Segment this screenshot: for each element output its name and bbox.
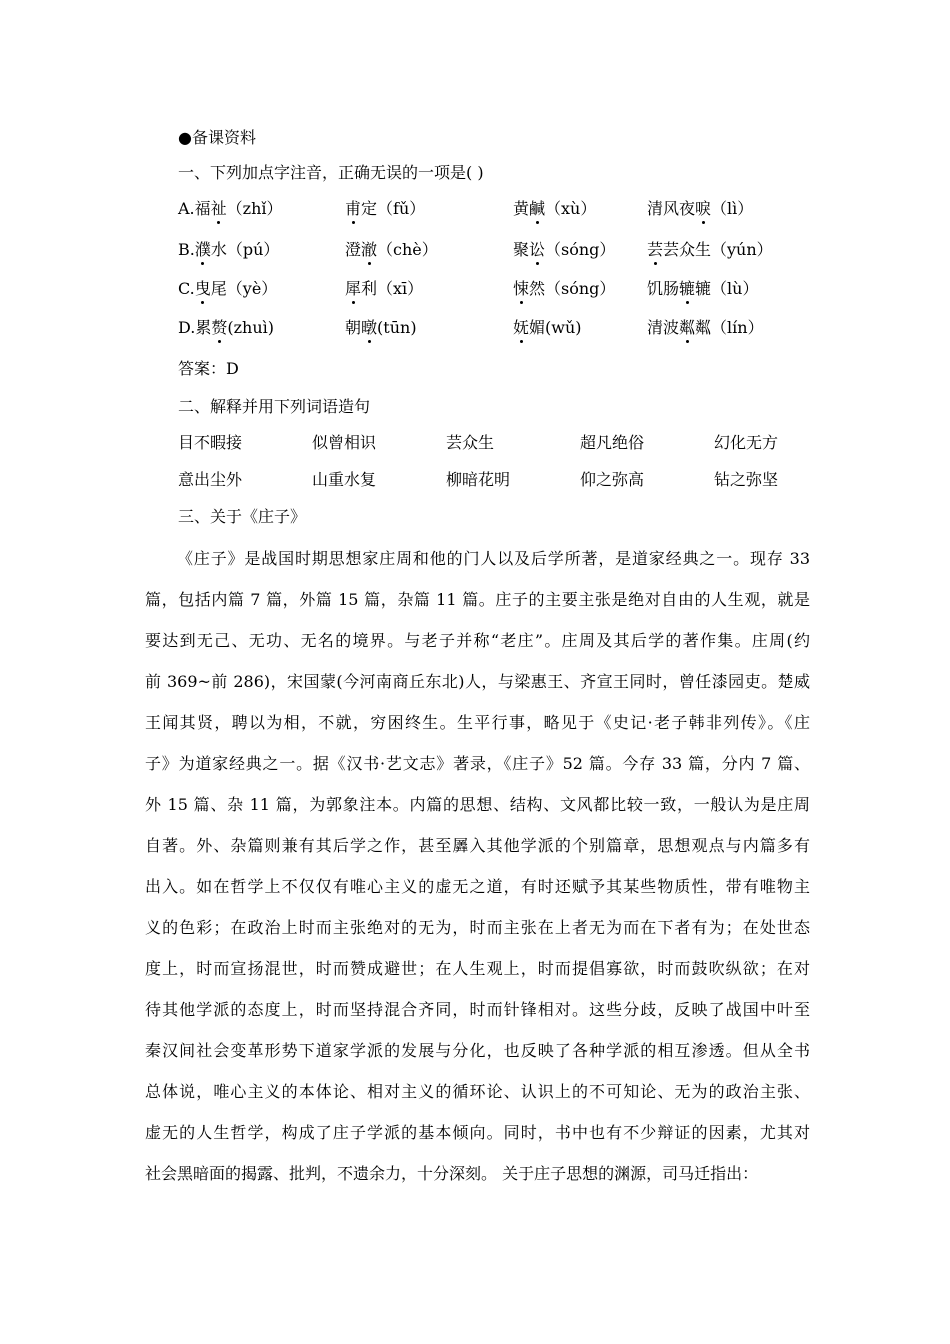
paragraph-line: 要达到无己、无功、无名的境界。与老子并称“老庄”。庄周及其后学的著作集。庄周(约 (145, 631, 810, 650)
option-text: 芸众生（yún） (663, 240, 773, 259)
zhuangzi-paragraph (145, 538, 810, 1194)
dotted-character: 妩 (513, 318, 530, 337)
option-text: （zhǐ） (226, 199, 283, 218)
paragraph-line: 《庄子》是战国时期思想家庄周和他的门人以及后学所著，是道家经典之一。现存 33 (177, 549, 810, 568)
option-item (513, 279, 615, 299)
paragraph-line: 外 15 篇、杂 11 篇，为郭象注本。内篇的思想、结构、文风都比较一致，一般认为是庄周 (145, 795, 810, 814)
option-item (345, 318, 417, 338)
option-item (513, 318, 582, 338)
option-item (178, 199, 283, 219)
option-item (345, 240, 438, 260)
dotted-character: 曳 (194, 279, 211, 298)
option-item (647, 199, 753, 219)
option-item (178, 318, 274, 338)
paragraph-line: 度上，时而宣扬混世，时而赞成避世；在人生观上，时而提倡寡欲，时而鼓吹纵欲；在对 (145, 959, 810, 978)
option-text: 尾（yè） (210, 279, 278, 298)
vocabulary-word: 柳暗花明 (446, 470, 511, 489)
option-text: 朝 (345, 318, 362, 337)
vocabulary-word: 目不暇接 (178, 433, 243, 452)
option-item (513, 240, 615, 260)
vocabulary-word: 钻之弥坚 (714, 470, 779, 489)
dotted-character: 暾 (361, 318, 378, 337)
vocabulary-word: 芸众生 (446, 433, 495, 452)
option-text: 定（fǔ） (361, 199, 426, 218)
option-item (647, 318, 764, 338)
option-item (647, 240, 773, 260)
option-label: A. (178, 199, 195, 218)
option-text: 辘（lù） (695, 279, 759, 298)
option-item (345, 199, 425, 219)
dotted-character: 唳 (695, 199, 712, 218)
dotted-character: 澈 (361, 240, 378, 259)
paragraph-line: 秦汉间社会变革形势下道家学派的发展与分化，也反映了各种学派的相互渗透。但从全书 (145, 1041, 810, 1060)
paragraph-line: 王闻其贤，聘以为相，不就，穷困终生。生平行事，略见于《史记·老子韩非列传》。《庄 (145, 713, 810, 732)
option-text: （xù） (545, 199, 597, 218)
paragraph-line: 出入。如在哲学上不仅仅有唯心主义的虚无之道，有时还赋予其某些物质性，带有唯物主 (145, 877, 810, 896)
dotted-character: 讼 (529, 240, 546, 259)
dotted-character: 濮 (194, 240, 211, 259)
option-text: 清风夜 (647, 199, 696, 218)
paragraph-line: 总体说，唯心主义的本体论、相对主义的循环论、认识上的不可知论、无为的政治主张、 (145, 1082, 810, 1101)
option-label: C. (178, 279, 195, 298)
option-item (647, 279, 758, 299)
question-2-title: 二、解释并用下列词语造句 (178, 397, 371, 416)
option-text: 然（sóng） (529, 279, 616, 298)
paragraph-line: 虚无的人生哲学，构成了庄子学派的基本倾向。同时，书中也有不少辩证的因素，尤其对 (145, 1123, 810, 1142)
option-text: （chè） (377, 240, 438, 259)
dotted-character: 赘 (211, 318, 228, 337)
paragraph-line: 待其他学派的态度上，时而坚持混合齐同，时而针锋相对。这些分歧，反映了战国中叶至 (145, 1000, 810, 1019)
question-3-title: 三、关于《庄子》 (178, 507, 307, 526)
option-item (178, 240, 279, 260)
dotted-character: 芸 (647, 240, 664, 259)
vocabulary-word: 似曾相识 (312, 433, 377, 452)
option-text: (tūn) (377, 318, 417, 337)
option-text: 水（pú） (210, 240, 280, 259)
paragraph-line: 篇，包括内篇 7 篇，外篇 15 篇，杂篇 11 篇。庄子的主要主张是绝对自由的人生观，就是 (145, 590, 810, 609)
section-header: ●备课资料 (178, 128, 256, 147)
option-item (345, 279, 423, 299)
vocabulary-word: 幻化无方 (714, 433, 779, 452)
option-label: B. (178, 240, 195, 259)
paragraph-line: 自著。外、杂篇则兼有其后学之作，甚至羼入其他学派的个别篇章，思想观点与内篇多有 (145, 836, 810, 855)
answer-text: 答案：D (178, 359, 239, 378)
option-text: 累 (195, 318, 212, 337)
option-label: D. (178, 318, 196, 337)
vocabulary-word: 超凡绝俗 (580, 433, 645, 452)
option-text: (zhuì) (227, 318, 275, 337)
paragraph-line: 义的色彩；在政治上时而主张绝对的无为，时而主张在上者无为而在下者有为；在处世态 (145, 918, 810, 937)
option-text: 聚 (513, 240, 530, 259)
option-item (178, 279, 277, 299)
option-text: （sóng） (545, 240, 616, 259)
option-text: 粼（lín） (695, 318, 764, 337)
option-item (513, 199, 596, 219)
dotted-character: 粼 (679, 318, 696, 337)
option-text: 清波 (647, 318, 680, 337)
option-text: 媚(wǔ) (529, 318, 582, 337)
option-text: 饥肠 (647, 279, 680, 298)
vocabulary-word: 仰之弥高 (580, 470, 645, 489)
dotted-character: 鹹 (529, 199, 546, 218)
option-text: （lì） (711, 199, 754, 218)
paragraph-line: 子》为道家经典之一。据《汉书·艺文志》著录，《庄子》52 篇。今存 33 篇，分内 7 篇、 (145, 754, 810, 773)
vocabulary-word: 山重水复 (312, 470, 377, 489)
dotted-character: 辘 (679, 279, 696, 298)
vocabulary-word: 意出尘外 (178, 470, 243, 489)
option-text: 福 (194, 199, 211, 218)
paragraph-line: 前 369~前 286)，宋国蒙(今河南商丘东北)人，与梁惠王、齐宣王同时，曾任漆园吏。楚威 (145, 672, 810, 691)
question-1-title: 一、下列加点字注音，正确无误的一项是( ) (178, 163, 484, 182)
option-text: 利（xī） (361, 279, 424, 298)
dotted-character: 祉 (210, 199, 227, 218)
paragraph-line: 社会黑暗面的揭露、批判，不遗余力，十分深刻。 关于庄子思想的渊源，司马迁指出： (145, 1164, 759, 1183)
dotted-character: 悚 (513, 279, 530, 298)
dotted-character: 甫 (345, 199, 362, 218)
option-text: 澄 (345, 240, 362, 259)
option-text: 黄 (513, 199, 530, 218)
dotted-character: 犀 (345, 279, 362, 298)
